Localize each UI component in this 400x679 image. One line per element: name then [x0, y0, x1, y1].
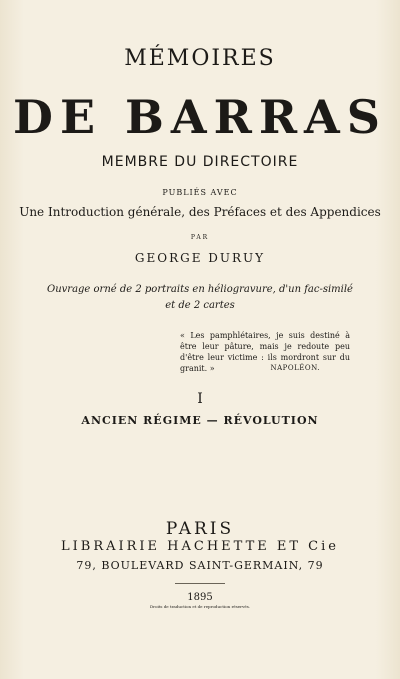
imprint-year: 1895	[187, 592, 213, 603]
title-line-de-barras: DE BARRAS	[13, 90, 387, 144]
volume-number: I	[197, 391, 203, 407]
description-line2: et de 2 cartes	[165, 300, 235, 311]
title-line-memoires: MÉMOIRES	[124, 46, 276, 71]
imprint-publisher: LIBRAIRIE HACHETTE ET Cie	[61, 539, 339, 554]
published-with: PUBLIÉS AVEC	[162, 188, 238, 197]
imprint-city: PARIS	[165, 519, 235, 539]
volume-title: ANCIEN RÉGIME — RÉVOLUTION	[81, 414, 319, 427]
rights-notice: Droits de traduction et de reproduction réservés.	[149, 604, 251, 609]
epigraph-author: NAPOLÉON.	[270, 364, 320, 372]
intro-text: Une Introduction générale, des Préfaces et des Appendices	[19, 205, 381, 219]
divider	[175, 583, 225, 584]
imprint-address: 79, BOULEVARD SAINT-GERMAIN, 79	[76, 559, 324, 572]
description-line1: Ouvrage orné de 2 portraits en héliogravure, d'un fac-similé	[47, 284, 353, 295]
subtitle-membre-du-directoire: MEMBRE DU DIRECTOIRE	[101, 154, 299, 170]
epigraph-quote: « Les pamphlétaires, je suis destiné à être leur pâture, mais je redoute peu d'être leur victime : ils mordront sur du granit. »	[180, 331, 350, 373]
par-label: PAR	[190, 234, 210, 241]
editor-name: GEORGE DURUY	[134, 251, 266, 265]
